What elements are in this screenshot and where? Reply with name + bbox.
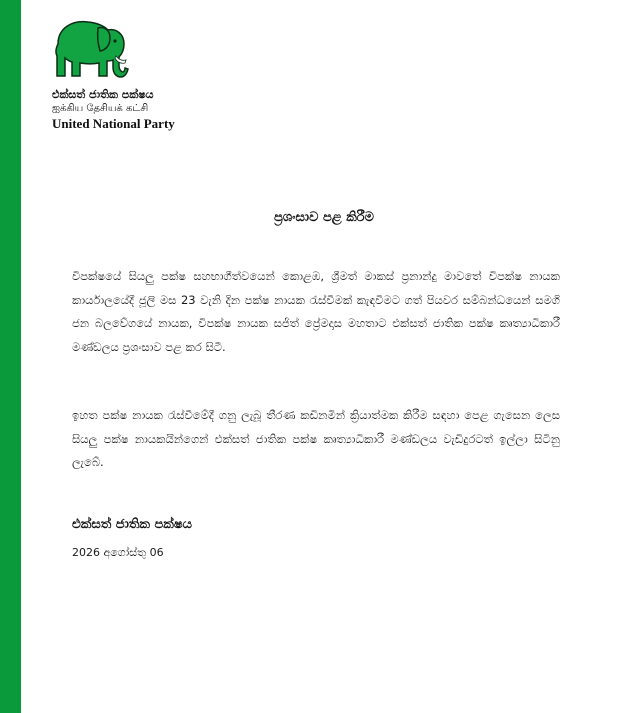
party-name-sinhala: එක්සත් ජාතික පක්ෂය: [52, 88, 154, 101]
elephant-icon: [52, 14, 130, 82]
body-paragraph-1: විපක්ෂයේ සියලු පක්ෂ සහභාගීත්වයෙන් කොළඹ, ශ්‍රීමත් මාකස් ප්‍රනාන්දු මාවතේ විපක්ෂ නායක කාර්යාලයේදී ජූලි මස 23 වැනි දින පක්ෂ නායක රැස්වීමක් කැඳවීමට ගත් පියවර සම්බන්ධයෙන් සමගි ජන බලවේගයේ නායක, විපක්ෂ නායක සජිත් ප්‍රේමදාස මහතාට එක්සත් ජාතික පක්ෂ කෘත්‍යාධිකාරී මණ්ඩලය ප්‍රශංසාව පළ කර සිටී.: [72, 269, 560, 354]
signature-party-name: එක්සත් ජාතික පක්ෂය: [72, 517, 193, 532]
document-date: 2026 අගෝස්තු 06: [72, 546, 164, 559]
document-title: ප්‍රශංසාව පළ කිරීම: [274, 210, 374, 225]
body-paragraph-2: ඉහත පක්ෂ නායක රැස්වීමේදී ගනු ලැබූ තීරණ කඩිනමින් ක්‍රියාත්මක කිරීම සඳහා පෙළ ගැසෙන ලෙස සියලු පක්ෂ නායකයින්ගෙන් එක්සත් ජාතික පක්ෂ කෘත්‍යාධිකාරී මණ්ඩලය වැඩිදුරටත් ඉල්ලා සිටිනු ලැබේ.: [72, 408, 560, 469]
party-logo: [52, 14, 192, 131]
side-green-bar: [0, 0, 21, 713]
party-name-english: United National Party: [52, 116, 175, 131]
party-name-tamil: ஐக்கிய தேசியக் கட்சி: [52, 103, 149, 114]
